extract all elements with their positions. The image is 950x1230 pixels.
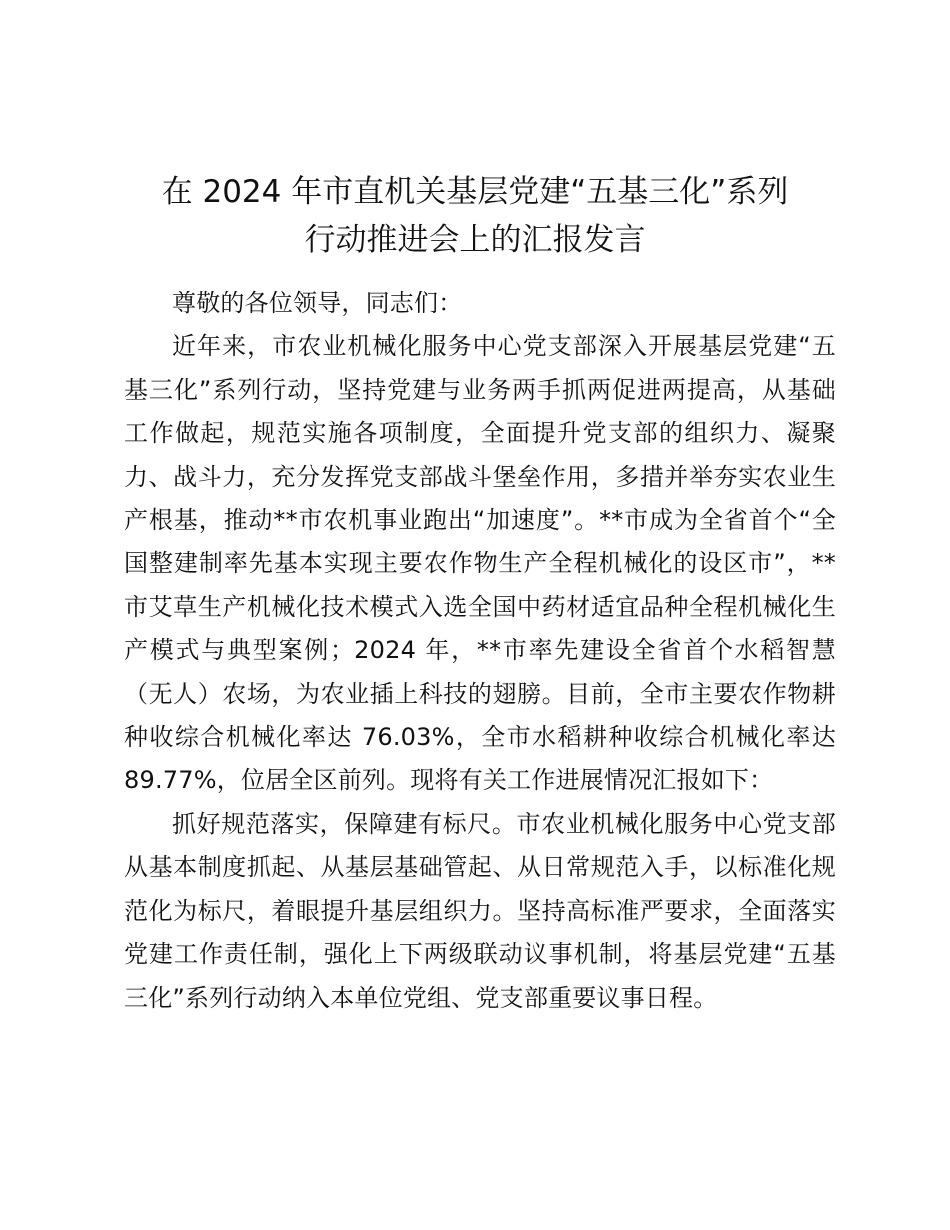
title-line-1: 在 2024 年市直机关基层党建“五基三化”系列 — [161, 174, 789, 210]
document-body — [124, 282, 836, 1020]
title-line-2: 行动推进会上的汇报发言 — [304, 222, 646, 258]
document-title — [110, 168, 840, 264]
salutation: 尊敬的各位领导，同志们： — [172, 289, 463, 317]
paragraph-standards: 抓好规范落实，保障建有标尺。市农业机械化服务中心党支部从基本制度抓起、从基层基础管起、从日常规范入手，以标准化规范化为标尺，着眼提升基层组织力。坚持高标准严要求，全面落实党建工作责任制，强化上下两级联动议事机制，将基层党建“五基三化”系列行动纳入本单位党组、党支部重要议事日程。 — [124, 809, 836, 1012]
paragraph-intro: 近年来，市农业机械化服务中心党支部深入开展基层党建“五基三化”系列行动，坚持党建与业务两手抓两促进两提高，从基础工作做起，规范实施各项制度，全面提升党支部的组织力、凝聚力、战斗力，充分发挥党支部战斗堡垒作用，多措并举夯实农业生产根基，推动**市农机事业跑出“加速度”。**市成为全省首个“全国整建制率先基本实现主要农作物生产全程机械化的设区市”，**市艾草生产机械化技术模式入选全国中药材适宜品种全程机械化生产模式与典型案例；2024 年，**市率先建设全省首个水稻智慧（无人）农场，为农业插上科技的翅膀。目前，全市主要农作物耕种收综合机械化率达 76.03%，全市水稻耕种收综合机械化率达 89.77%，位居全区前列。现将有关工作进展情况汇报如下： — [124, 332, 836, 795]
